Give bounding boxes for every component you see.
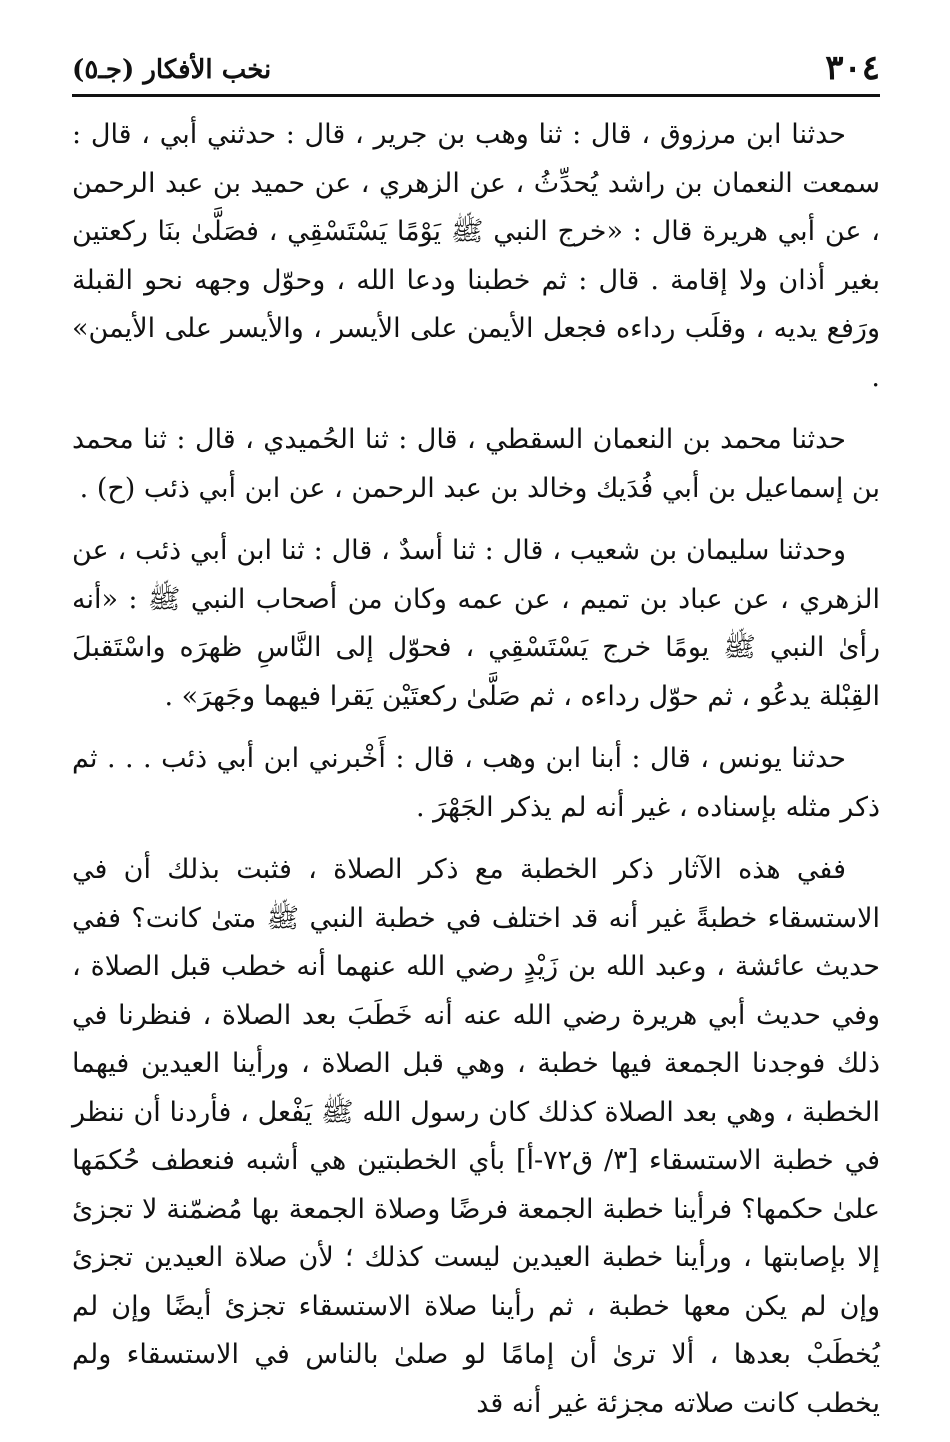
paragraph-commentary: ففي هذه الآثار ذكر الخطبة مع ذكر الصلاة ، فثبت بذلك أن في الاستسقاء خطبةً غير أنه قد اختلف في خطبة النبي ﷺ متىٰ كانت؟ ففي حديث عائشة ، وعبد الله بن زَيْدٍ رضي الله عنهما أنه خطب قبل الصلاة ، وفي حديث أبي هريرة رضي الله عنه أنه خَطَبَ بعد الصلاة ، فنظرنا في ذلك فوجدنا الجمعة فيها خطبة ، وهي قبل الصلاة ، ورأينا العيدين فيهما الخطبة ، وهي بعد الصلاة كذلك كان رسول الله ﷺ يَفْعل ، فأردنا أن ننظر في خطبة الاستسقاء [٣/ ق٧٢-أ] بأي الخطبتين هي أشبه فنعطف حُكمَها علىٰ حكمها؟ فرأينا خطبة الجمعة فرضًا وصلاة الجمعة بها مُضمّنة لا تجزئ إلا بإصابتها ، ورأينا خطبة العيدين ليست كذلك ؛ لأن صلاة العيدين تجزئ وإن لم يكن معها خطبة ، ثم رأينا صلاة الاستسقاء تجزئ أيضًا وإن لم يُخطَبْ بعدها ، ألا ترىٰ أن إمامًا لو صلىٰ بالناس في الاستسقاء ولم يخطب كانت صلاته مجزئة غير أنه قد — [72, 854, 880, 1419]
page-header — [72, 42, 880, 97]
paragraph-hadith-abu-hurayra: حدثنا ابن مرزوق ، قال : ثنا وهب بن جرير ، قال : حدثني أبي ، قال : سمعت النعمان بن راشد يُحدِّثُ ، عن الزهري ، عن حميد بن عبد الرحمن ، عن أبي هريرة قال : «خرج النبي ﷺ يَوْمًا يَسْتَسْقِي ، فصَلَّىٰ بنَا ركعتين بغير أذان ولا إقامة . قال : ثم خطبنا ودعا الله ، وحوّل وجهه نحو القبلة ورَفع يديه ، وقلَب رداءه فجعل الأيمن على الأيسر ، والأيسر على الأيمن» . — [72, 119, 880, 393]
paragraph-isnad-humaydi: حدثنا محمد بن النعمان السقطي ، قال : ثنا الحُميدي ، قال : ثنا محمد بن إسماعيل بن أبي فُدَيك وخالد بن عبد الرحمن ، عن ابن أبي ذئب (ح) . — [72, 424, 880, 504]
running-title: نخب الأفكار (جـ٥) — [72, 55, 272, 85]
page-number: ٣٠٤ — [825, 48, 880, 88]
paragraph-hadith-abbad-bin-tamim: وحدثنا سليمان بن شعيب ، قال : ثنا أسدٌ ، قال : ثنا ابن أبي ذئب ، عن الزهري ، عن عباد بن تميم ، عن عمه وكان من أصحاب النبي ﷺ : «أنه رأىٰ النبي ﷺ يومًا خرج يَسْتَسْقِي ، فحوّل إلى النَّاسِ ظهرَه واسْتَقبلَ القِبْلة يدعُو ، ثم حوّل رداءه ، ثم صَلَّىٰ ركعتَيْن يَقرا فيهما وجَهرَ» . — [72, 535, 880, 712]
document-page — [72, 42, 880, 1442]
paragraph-isnad-yunus: حدثنا يونس ، قال : أبنا ابن وهب ، قال : أَخْبرني ابن أبي ذئب . . . ثم ذكر مثله بإسناده ، غير أنه لم يذكر الجَهْرَ . — [72, 743, 880, 823]
page-body — [72, 111, 880, 1428]
